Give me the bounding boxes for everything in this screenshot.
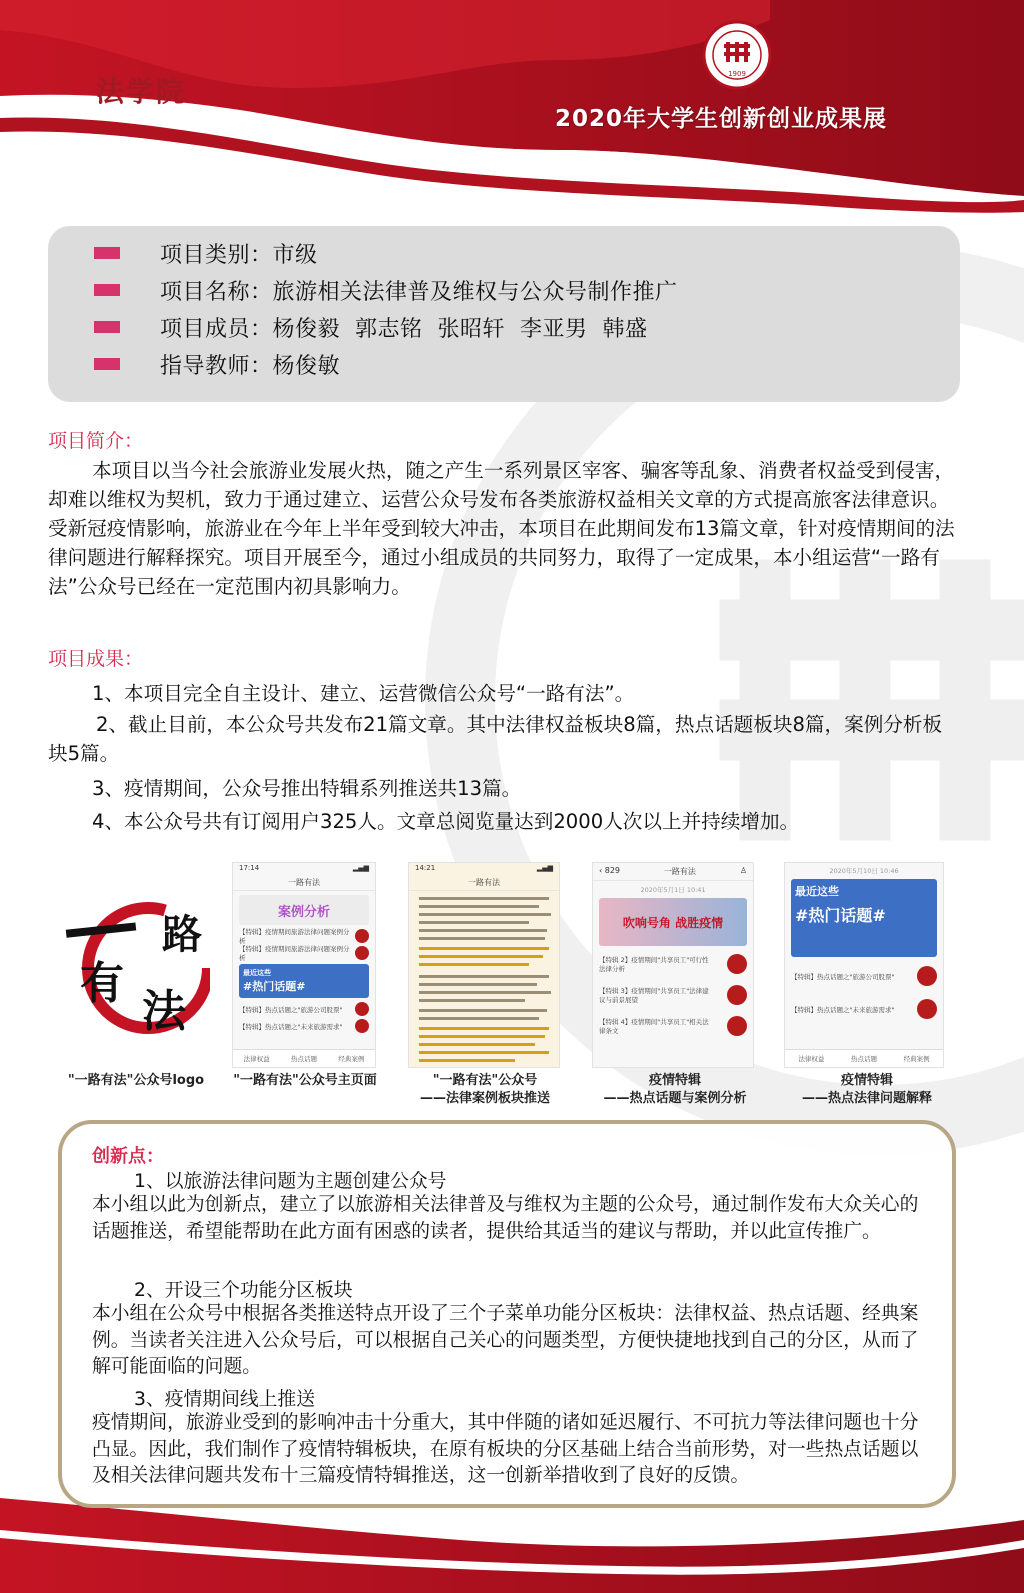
list-item: 【特辑】热点话题之"旅游公司股票" <box>791 961 937 991</box>
svg-text:路: 路 <box>162 911 202 958</box>
results-title: 项目成果： <box>48 648 144 670</box>
project-info-box <box>48 226 960 402</box>
status-bar: 14:21 ▂▄▆ <box>415 864 553 872</box>
innovation-text-2: 本小组在公众号中根据各类推送特点开设了三个子菜单功能分区板块：法律权益、热点话题、经典案例。当读者关注进入公众号后，可以根据自己关心的问题类型，方便快捷地找到自己的分区，从而了解可能面临的问题。 <box>92 1303 919 1377</box>
info-row <box>94 349 340 379</box>
seal-icon <box>355 946 369 960</box>
info-row <box>94 238 318 268</box>
case-banner: 案例分析 <box>239 895 369 925</box>
intro-title: 项目简介： <box>48 430 144 452</box>
date-stamp: 2020年5月1日 10:41 <box>640 886 706 894</box>
person-icon[interactable]: ♙ <box>739 866 747 875</box>
list-item: 【特辑】疫情期间旅游法律问题案例分析 <box>239 946 369 960</box>
intro-text: 本项目以当今社会旅游业发展火热，随之产生一系列景区宰客、骗客等乱象、消费者权益受到侵害，却难以维权为契机，致力于通过建立、运营公众号发布各类旅游权益相关文章的方式提高旅客法律意识。受新冠疫情影响，旅游业在今年上半年受到较大冲击，本项目在此期间发布13篇文章，针对疫情期间的法律问题进行解释探究。项目开展至今，通过小组成员的共同努力，取得了一定成果，本小组运营“一路有法”公众号已经在一定范围内初具影响力。 <box>48 459 955 598</box>
university-seal-icon <box>702 20 772 90</box>
tab-hot-topics[interactable]: 热点话题 <box>850 1055 877 1063</box>
tab-bar <box>785 1049 943 1067</box>
bullet-icon <box>94 284 120 296</box>
innovation-point-2: 2、开设三个功能分区板块 <box>134 1280 353 1301</box>
screenshot-epidemic-special <box>592 862 754 1068</box>
tab-legal-rights[interactable]: 法律权益 <box>243 1055 270 1063</box>
seal-icon <box>917 966 937 986</box>
bullet-icon <box>94 247 120 259</box>
svg-text:法: 法 <box>142 986 186 1037</box>
caption-logo: "一路有法"公众号logo <box>67 1073 205 1088</box>
seal-icon <box>727 1016 747 1036</box>
screenshot-hot-topics <box>784 862 944 1068</box>
innovation-point-3: 3、疫情期间线上推送 <box>134 1389 315 1410</box>
tab-classic-cases[interactable]: 经典案例 <box>338 1055 365 1063</box>
info-category: 项目类别：市级 <box>160 242 318 268</box>
tab-classic-cases[interactable]: 经典案例 <box>903 1055 930 1063</box>
info-members: 项目成员：杨俊毅 郭志铭 张昭轩 李亚男 韩盛 <box>160 316 648 342</box>
svg-text:1909: 1909 <box>728 70 746 78</box>
seal-icon <box>355 1019 369 1033</box>
status-bar: 17:14 ▂▄▆ <box>239 864 369 872</box>
innovation-title: 创新点： <box>92 1146 164 1167</box>
list-item: 【特辑 2】疫情期间"共享员工"可行性法律分析 <box>599 950 747 978</box>
info-row <box>94 312 647 342</box>
yilu-youfa-logo <box>62 886 210 1054</box>
account-title: 一路有法 <box>233 875 375 891</box>
seal-icon <box>355 929 369 943</box>
chat-header: ‹ 829 一路有法 ♙ <box>593 863 753 881</box>
screenshot-case-article <box>408 862 560 1068</box>
hot-topic-banner: 最近这些 #热门话题# <box>239 964 369 998</box>
screenshot-homepage <box>232 862 376 1068</box>
tab-bar <box>233 1049 375 1067</box>
seal-icon <box>917 999 937 1019</box>
seal-icon <box>355 1002 369 1016</box>
back-badge[interactable]: ‹ 829 <box>599 866 621 875</box>
hot-topic-banner: 最近这些 #热门话题# <box>791 879 937 957</box>
intro-paragraph <box>48 456 960 601</box>
college-title: 法学院 <box>96 75 187 108</box>
seal-icon <box>727 954 747 974</box>
account-title: 一路有法 <box>409 875 559 891</box>
info-project-name: 项目名称：旅游相关法律普及维权与公众号制作推广 <box>160 279 678 305</box>
caption-case-article: "一路有法"公众号 ——法律案例板块推送 <box>419 1073 550 1106</box>
result-item: 3、疫情期间，公众号推出特辑系列推送共13篇。 <box>92 777 522 800</box>
info-advisor: 指导教师：杨俊敏 <box>160 353 341 379</box>
date-stamp: 2020年5月10日 10:46 <box>829 867 899 875</box>
innovation-text-1: 本小组以此为创新点，建立了以旅游相关法律普及与维权为主题的公众号，通过制作发布大众关心的话题推送，希望能帮助在此方面有困惑的读者，提供给其适当的建议与帮助，并以此宣传推广。 <box>92 1194 919 1242</box>
caption-epidemic-cases: 疫情特辑 ——热点话题与案例分析 <box>603 1073 747 1106</box>
list-item: 【特辑 3】疫情期间"共享员工"法律建议与前景展望 <box>599 981 747 1009</box>
tab-legal-rights[interactable]: 法律权益 <box>798 1055 825 1063</box>
bullet-icon <box>94 358 120 370</box>
list-item: 【特辑】热点话题之"未来旅游需求" <box>239 1019 369 1033</box>
tab-hot-topics[interactable]: 热点话题 <box>290 1055 317 1063</box>
bullet-icon <box>94 321 120 333</box>
svg-text:有: 有 <box>80 958 124 1009</box>
article-text-lines <box>409 891 560 1068</box>
slogan-banner: 吹响号角 战胜疫情 <box>599 898 747 946</box>
seal-icon <box>727 985 747 1005</box>
exhibition-title: 2020年大学生创新创业成果展 <box>555 106 888 132</box>
result-item-text: 2、截止目前，本公众号共发布21篇文章。其中法律权益板块8篇，热点话题板块8篇，案例分析板块5篇。 <box>48 713 943 765</box>
result-item: 1、本项目完全自主设计、建立、运营微信公众号“一路有法”。 <box>92 682 635 705</box>
list-item: 【特辑】疫情期间旅游法律问题案例分析 <box>239 929 369 943</box>
info-row <box>94 275 678 305</box>
caption-epidemic-law: 疫情特辑 ——热点法律问题解释 <box>801 1073 932 1106</box>
innovation-point-1: 1、以旅游法律问题为主题创建公众号 <box>134 1171 447 1192</box>
list-item: 【特辑】热点话题之"未来旅游需求" <box>791 994 937 1024</box>
result-item: 4、本公众号共有订阅用户325人。文章总阅览量达到2000人次以上并持续增加。 <box>92 810 800 833</box>
list-item: 【特辑】热点话题之"旅游公司股票" <box>239 1002 369 1016</box>
innovation-text-3: 疫情期间，旅游业受到的影响冲击十分重大，其中伴随的诸如延迟履行、不可抗力等法律问题也十分凸显。因此，我们制作了疫情特辑板块，在原有板块的分区基础上结合当前形势，对一些热点话题以及相关法律问题共发布十三篇疫情特辑推送，这一创新举措收到了良好的反馈。 <box>92 1412 919 1486</box>
result-item-multiline <box>48 710 960 768</box>
caption-homepage: "一路有法"公众号主页面 <box>233 1073 377 1088</box>
list-item: 【特辑 4】疫情期间"共享员工"相关法律条文 <box>599 1012 747 1040</box>
